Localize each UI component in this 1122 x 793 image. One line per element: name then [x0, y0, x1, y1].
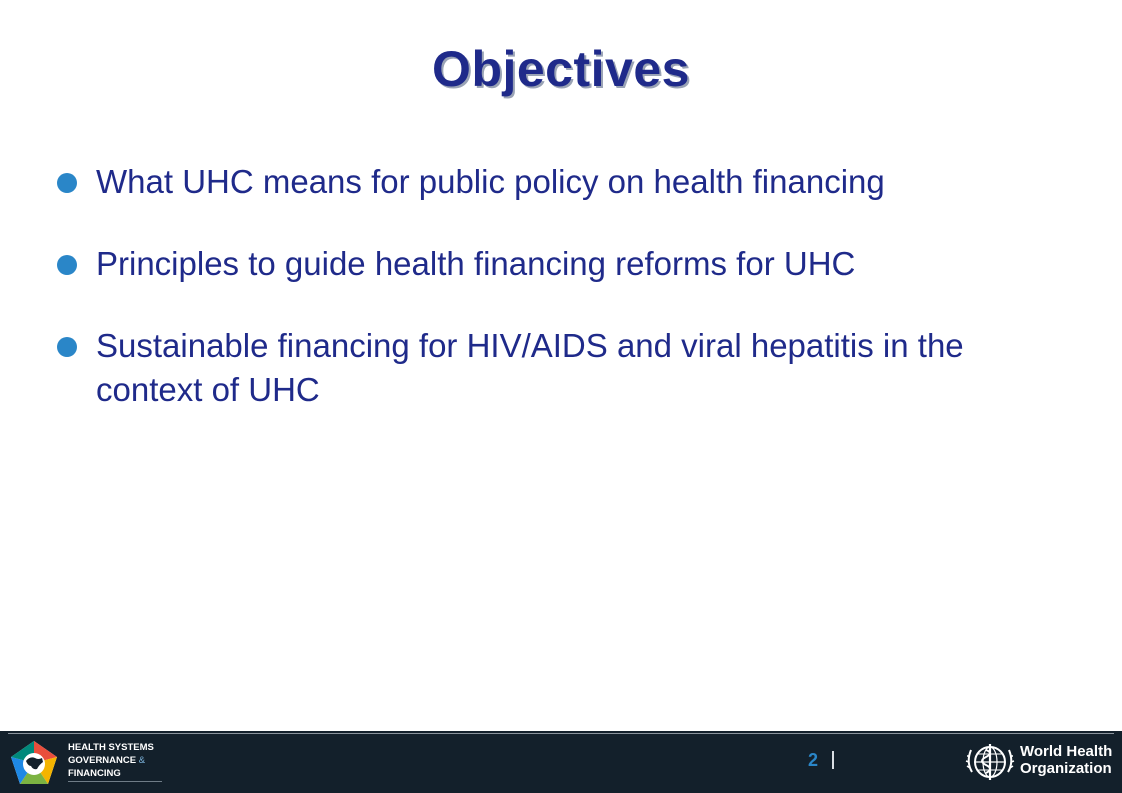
slide-title: Objectives: [432, 41, 690, 97]
bullet-item: [54, 324, 1036, 412]
logo-line: [68, 754, 168, 767]
bullet-item: [54, 242, 1034, 286]
bullet-text: Sustainable financing for HIV/AIDS and viral hepatitis in the context of UHC: [96, 327, 964, 408]
footer-divider: [8, 733, 1114, 734]
health-systems-globe-icon: [8, 739, 60, 787]
logo-underline: [68, 781, 162, 782]
health-systems-logo-text: [68, 741, 168, 780]
who-line: Organization: [1020, 760, 1112, 777]
bullet-item: [54, 160, 1034, 204]
bullet-dot-icon: [57, 173, 77, 193]
bullet-text: What UHC means for public policy on health financing: [96, 163, 885, 200]
who-emblem-icon: [964, 738, 1016, 786]
bullet-dot-icon: [57, 337, 77, 357]
who-line: World Health: [1020, 743, 1113, 760]
bullet-dot-icon: [57, 255, 77, 275]
page-number-separator: [832, 751, 834, 769]
who-logo-text: [1020, 743, 1120, 777]
footer-bar: [0, 731, 1122, 793]
logo-word: GOVERNANCE: [68, 755, 137, 766]
bullet-list: [54, 160, 1034, 450]
logo-line: HEALTH SYSTEMS: [68, 742, 154, 753]
logo-ampersand: &: [138, 755, 146, 766]
page-number: 2: [808, 750, 819, 770]
bullet-text: Principles to guide health financing reforms for UHC: [96, 245, 856, 282]
logo-line: FINANCING: [68, 768, 121, 779]
